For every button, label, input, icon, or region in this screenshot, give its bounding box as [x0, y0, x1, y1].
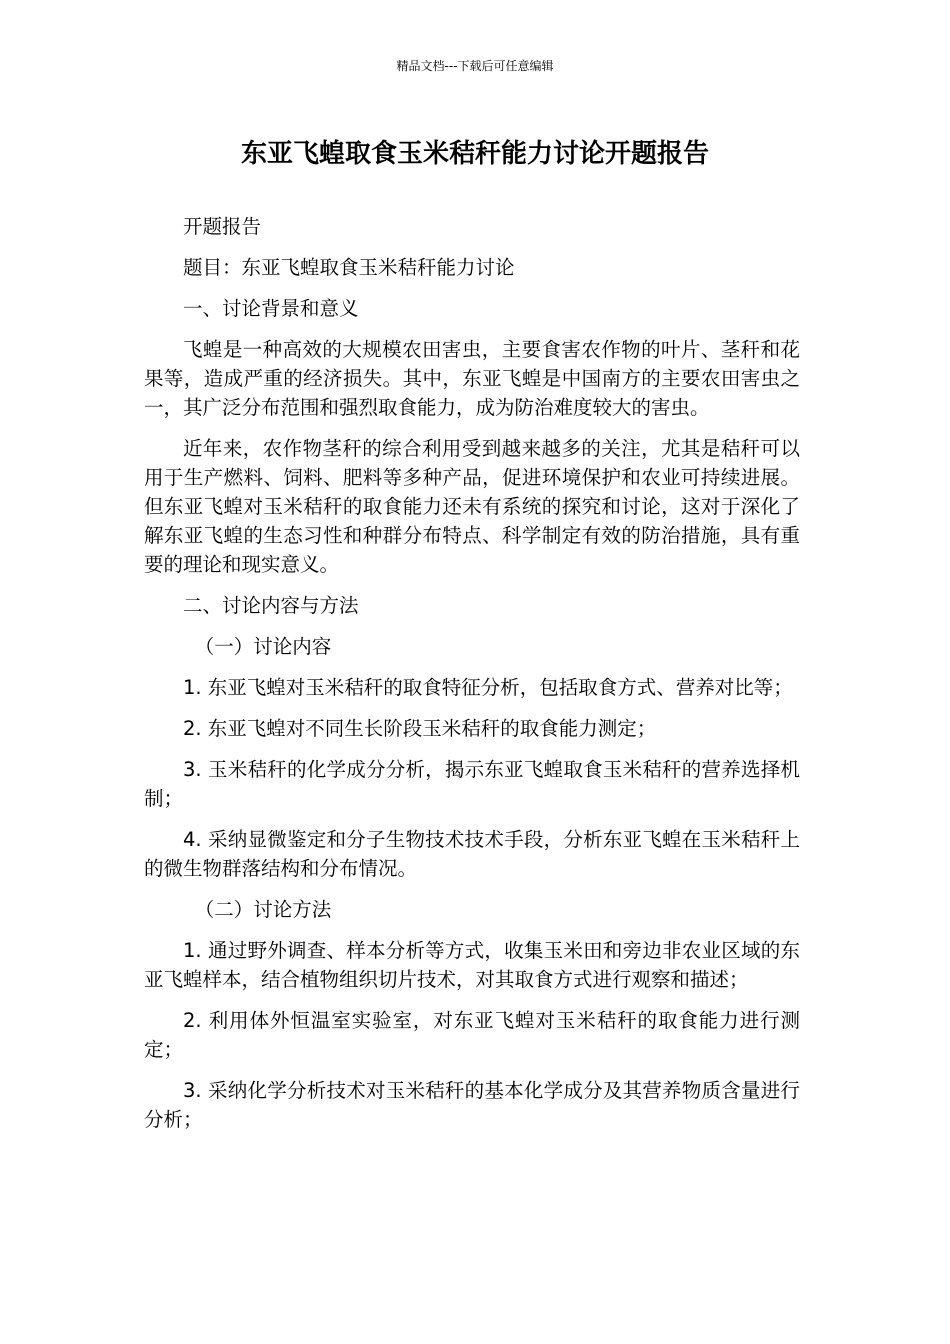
list-item: 4. 采纳显微鉴定和分子生物技术技术手段，分析东亚飞蝗在玉米秸秆上的微生物群落结构和分布情况。 — [144, 828, 800, 880]
list-item: 1. 通过野外调查、样本分析等方式，收集玉米田和旁边非农业区域的东亚飞蝗样本，结合植物组织切片技术，对其取食方式进行观察和描述； — [144, 939, 800, 991]
list-item: 2. 利用体外恒温室实验室，对东亚飞蝗对玉米秸秆的取食能力进行测定； — [144, 1009, 800, 1061]
list-item: 3. 采纳化学分析技术对玉米秸秆的基本化学成分及其营养物质含量进行分析； — [144, 1079, 800, 1131]
paragraph-topic: 题目：东亚飞蝗取食玉米秸秆能力讨论 — [183, 256, 515, 279]
subsection-heading-methods: （二）讨论方法 — [194, 898, 332, 921]
subsection-heading-content: （一）讨论内容 — [194, 635, 332, 658]
list-item: 3. 玉米秸秆的化学成分分析，揭示东亚飞蝗取食玉米秸秆的营养选择机制； — [144, 758, 800, 810]
header-note: 精品文档---下载后可任意编辑 — [396, 59, 554, 73]
paragraph-background-1: 飞蝗是一种高效的大规模农田害虫，主要食害农作物的叶片、茎秆和花果等，造成严重的经济损失。其中，东亚飞蝗是中国南方的主要农田害虫之一，其广泛分布范围和强烈取食能力，成为防治难度较大的害虫。 — [144, 338, 800, 419]
paragraph-background-2: 近年来，农作物茎秆的综合利用受到越来越多的关注，尤其是秸秆可以用于生产燃料、饲料、肥料等多种产品，促进环境保护和农业可持续进展。但东亚飞蝗对玉米秸秆的取食能力还未有系统的探究和讨论，这对于深化了解东亚飞蝗的生态习性和种群分布特点、科学制定有效的防治措施，具有重要的理论和现实意义。 — [144, 437, 800, 576]
list-item: 2. 东亚飞蝗对不同生长阶段玉米秸秆的取食能力测定； — [183, 717, 657, 740]
section-heading-background: 一、讨论背景和意义 — [183, 297, 359, 320]
paragraph-report-label: 开题报告 — [183, 215, 262, 238]
section-heading-content-methods: 二、讨论内容与方法 — [183, 594, 359, 617]
document-body — [144, 212, 800, 1146]
document-title: 东亚飞蝗取食玉米秸秆能力讨论开题报告 — [240, 139, 709, 169]
list-item: 1. 东亚飞蝗对玉米秸秆的取食特征分析，包括取食方式、营养对比等； — [183, 676, 793, 699]
